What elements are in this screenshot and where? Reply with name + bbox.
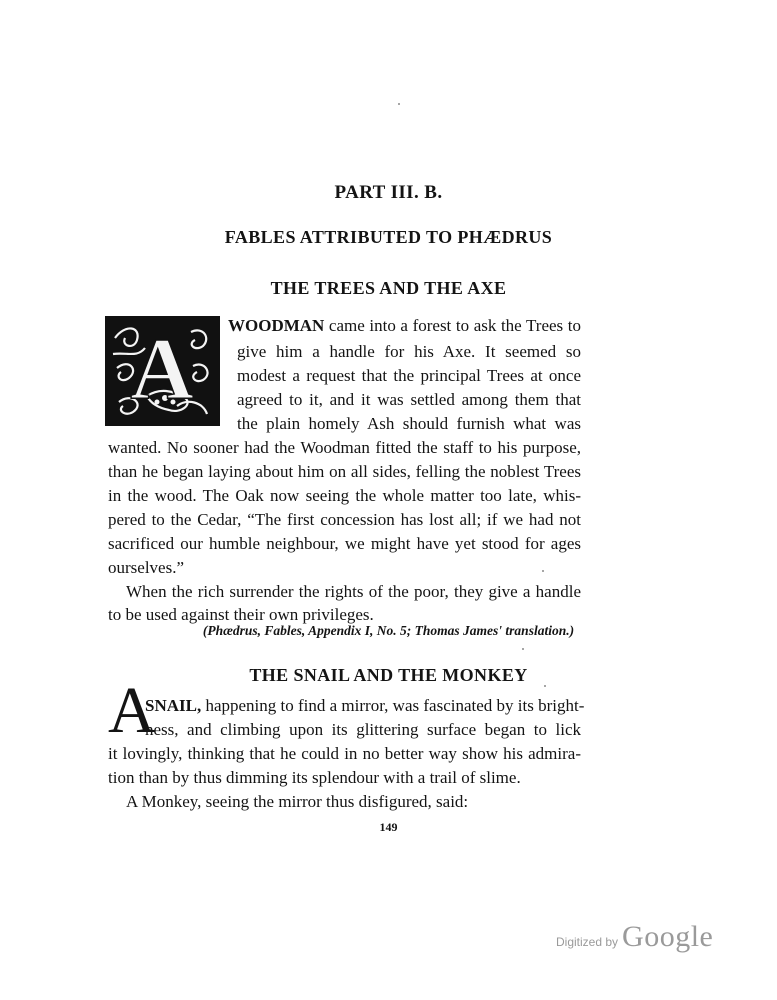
digitized-watermark — [556, 920, 713, 960]
moral-line: When the rich surrender the rights of the poor, they give a handle — [126, 582, 581, 601]
fable-title: THE TREES AND THE AXE — [270, 278, 507, 298]
text-line — [228, 314, 581, 338]
citation: (Phædrus, Fables, Appendix I, No. 5; Thomas James' translation.) — [202, 623, 575, 638]
fable-title: THE SNAIL AND THE MONKEY — [249, 665, 528, 685]
page-number: 149 — [379, 820, 398, 834]
text-line: than he began laying about him on all sides, felling the noblest Trees — [108, 462, 581, 481]
text-segment: came into a forest to ask the Trees to — [324, 316, 581, 335]
plain-dropcap: A — [108, 674, 156, 747]
text-line: tion than by thus dimming its splendour with a trail of slime. — [108, 768, 521, 787]
scan-speck — [522, 648, 524, 650]
text-line: pered to the Cedar, “The first concession has lost all; if we had not — [108, 510, 581, 529]
scan-speck — [398, 103, 400, 105]
floral-ornament-icon — [107, 318, 218, 424]
text-line: ourselves.” — [108, 558, 185, 577]
text-line: A Monkey, seeing the mirror thus disfigured, said: — [126, 792, 469, 811]
dropcap-letter: A — [130, 321, 194, 418]
first-word: WOODMAN — [228, 316, 325, 335]
watermark-prefix: Digitized by — [556, 935, 619, 949]
text-line: modest a request that the principal Trees at once — [237, 366, 581, 385]
text-line: agreed to it, and it was settled among them that — [237, 390, 581, 409]
text-line: in the wood. The Oak now seeing the whole matter too late, whis- — [108, 486, 581, 505]
text-line: ness, and climbing upon its glittering surface began to lick — [145, 720, 581, 739]
scan-speck — [542, 570, 544, 572]
part-heading: PART III. B. — [334, 182, 443, 203]
text-line: give him a handle for his Axe. It seemed so — [237, 342, 581, 361]
first-word: SNAIL, — [145, 696, 202, 715]
text-line: sacrificed our humble neighbour, we might have yet stood for ages — [108, 534, 581, 553]
section-heading: FABLES ATTRIBUTED TO PHÆDRUS — [224, 227, 553, 247]
text-line: it lovingly, thinking that he could in no better way show his admira- — [108, 744, 581, 763]
text-line: the plain homely Ash should furnish what was — [237, 414, 581, 433]
google-logo: Google — [622, 920, 714, 953]
text-line — [145, 694, 585, 718]
ornate-dropcap — [105, 316, 220, 426]
moral-line: to be used against their own privileges. — [108, 605, 374, 624]
text-line: wanted. No sooner had the Woodman fitted the staff to his purpose, — [108, 438, 581, 457]
text-segment: happening to find a mirror, was fascinated by its bright- — [201, 696, 585, 715]
